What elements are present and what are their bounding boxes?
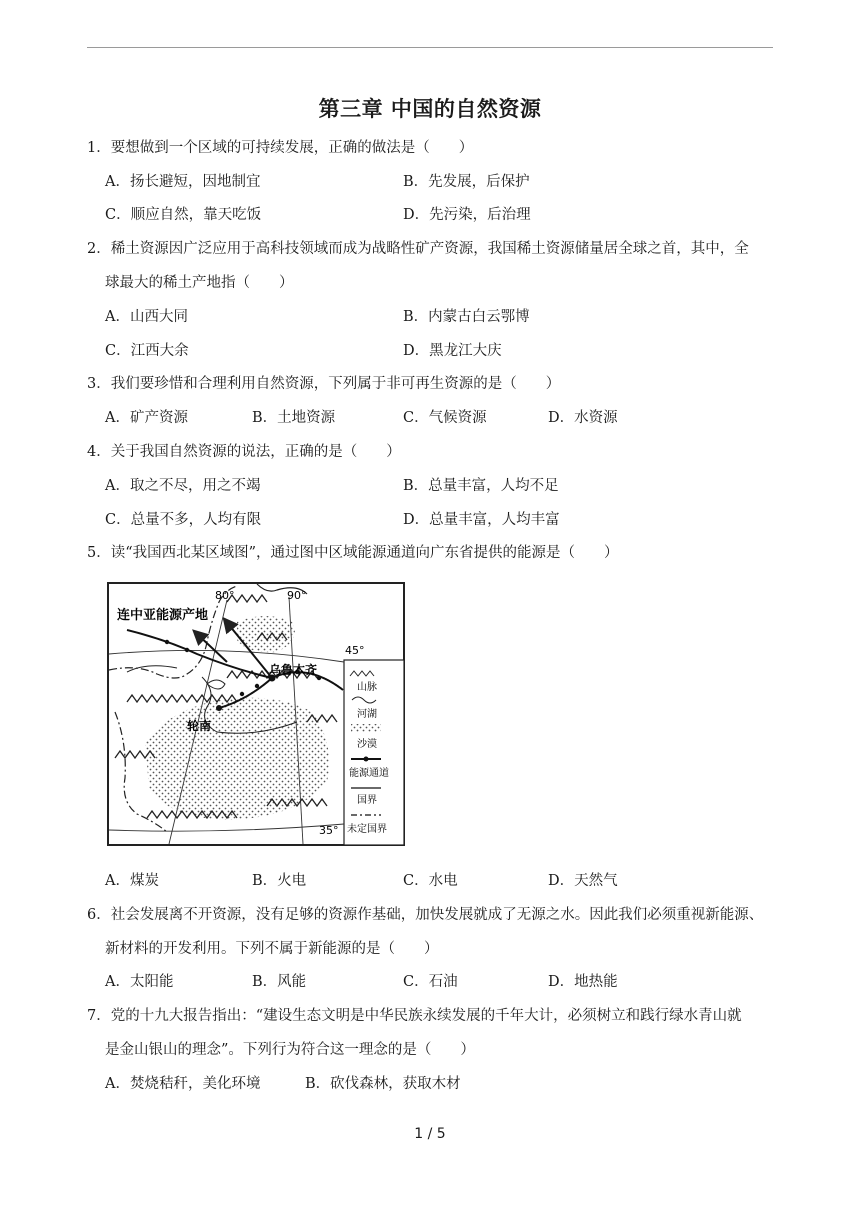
legend-mountain-label: 山脉 [357, 682, 377, 693]
lat-45-label: 45° [345, 644, 365, 657]
legend-undetermined-border-label: 未定国界 [347, 824, 387, 835]
lunnan-label: 轮南 [187, 719, 212, 733]
question-3-stem: 3．我们要珍惜和合理利用自然资源，下列属于非可再生资源的是（ ） [87, 376, 561, 392]
question-2-stem: 2．稀土资源因广泛应用于高科技领域而成为战略性矿产资源，我国稀土资源储量居全球之首，其中，全 [87, 241, 749, 257]
lat-35-label: 35° [319, 824, 339, 837]
q5-option-b: B．火电 [252, 873, 307, 889]
q3-option-a: A．矿产资源 [105, 410, 188, 426]
energy-source-label: 连中亚能源产地 [117, 608, 209, 623]
q5-option-a: A．煤炭 [105, 873, 159, 889]
legend-river-label: 河湖 [357, 709, 377, 720]
header-rule [87, 47, 773, 48]
q3-option-d: D．水资源 [548, 410, 618, 426]
q6-option-b: B．风能 [252, 974, 307, 990]
q3-option-c: C．气候资源 [403, 410, 487, 426]
q1-option-d: D．先污染，后治理 [403, 207, 531, 223]
urumqi-label: 乌鲁木齐 [269, 663, 318, 677]
q6-option-a: A．太阳能 [105, 974, 174, 990]
question-4-stem: 4．关于我国自然资源的说法，正确的是（ ） [87, 444, 401, 460]
legend-desert-label: 沙漠 [357, 739, 377, 750]
q5-option-c: C．水电 [403, 873, 458, 889]
q2-option-d: D．黑龙江大庆 [403, 343, 502, 359]
q7-option-b: B．砍伐森林，获取木材 [305, 1076, 461, 1092]
legend-corridor-label: 能源通道 [349, 768, 389, 779]
legend-border-label: 国界 [357, 795, 377, 806]
q2-option-c: C．江西大余 [105, 343, 189, 359]
q3-option-b: B．土地资源 [252, 410, 336, 426]
q7-option-a: A．焚烧秸秆，美化环境 [105, 1076, 261, 1092]
q5-option-d: D．天然气 [548, 873, 618, 889]
q6-option-c: C．石油 [403, 974, 458, 990]
q1-option-c: C．顺应自然，靠天吃饭 [105, 207, 262, 223]
q2-option-a: A．山西大同 [105, 309, 188, 325]
q2-option-b: B．内蒙古白云鄂博 [403, 309, 530, 325]
q4-option-d: D．总量丰富，人均丰富 [403, 512, 560, 528]
question-1-stem: 1．要想做到一个区域的可持续发展，正确的做法是（ ） [87, 140, 474, 156]
page-number: 1 / 5 [414, 1126, 446, 1142]
page-title: 第三章 中国的自然资源 [318, 97, 542, 121]
q4-option-a: A．取之不尽，用之不竭 [105, 478, 261, 494]
legend-desert-icon [351, 724, 381, 732]
question-6-stem: 6．社会发展离不开资源，没有足够的资源作基础，加快发展就成了无源之水。因此我们必须重视新能源、 [87, 907, 764, 923]
question-2-stem-cont: 球最大的稀土产地指（ ） [105, 275, 294, 291]
question-7-stem-cont: 是金山银山的理念”。下列行为符合这一理念的是（ ） [105, 1042, 475, 1058]
question-7-stem: 7．党的十九大报告指出：“建设生态文明是中华民族永续发展的千年大计，必须树立和践行绿水青山就 [87, 1008, 742, 1024]
q4-option-c: C．总量不多，人均有限 [105, 512, 262, 528]
q1-option-b: B．先发展，后保护 [403, 174, 530, 190]
q4-option-b: B．总量丰富，人均不足 [403, 478, 559, 494]
q6-option-d: D．地热能 [548, 974, 618, 990]
lon-80-label: 80° [215, 589, 235, 602]
lon-90-label: 90° [287, 589, 307, 602]
northwest-region-map [107, 582, 405, 846]
question-6-stem-cont: 新材料的开发利用。下列不属于新能源的是（ ） [105, 941, 439, 957]
question-5-stem: 5．读“我国西北某区域图”，通过图中区域能源通道向广东省提供的能源是（ ） [87, 545, 619, 561]
q1-option-a: A．扬长避短，因地制宜 [105, 174, 261, 190]
